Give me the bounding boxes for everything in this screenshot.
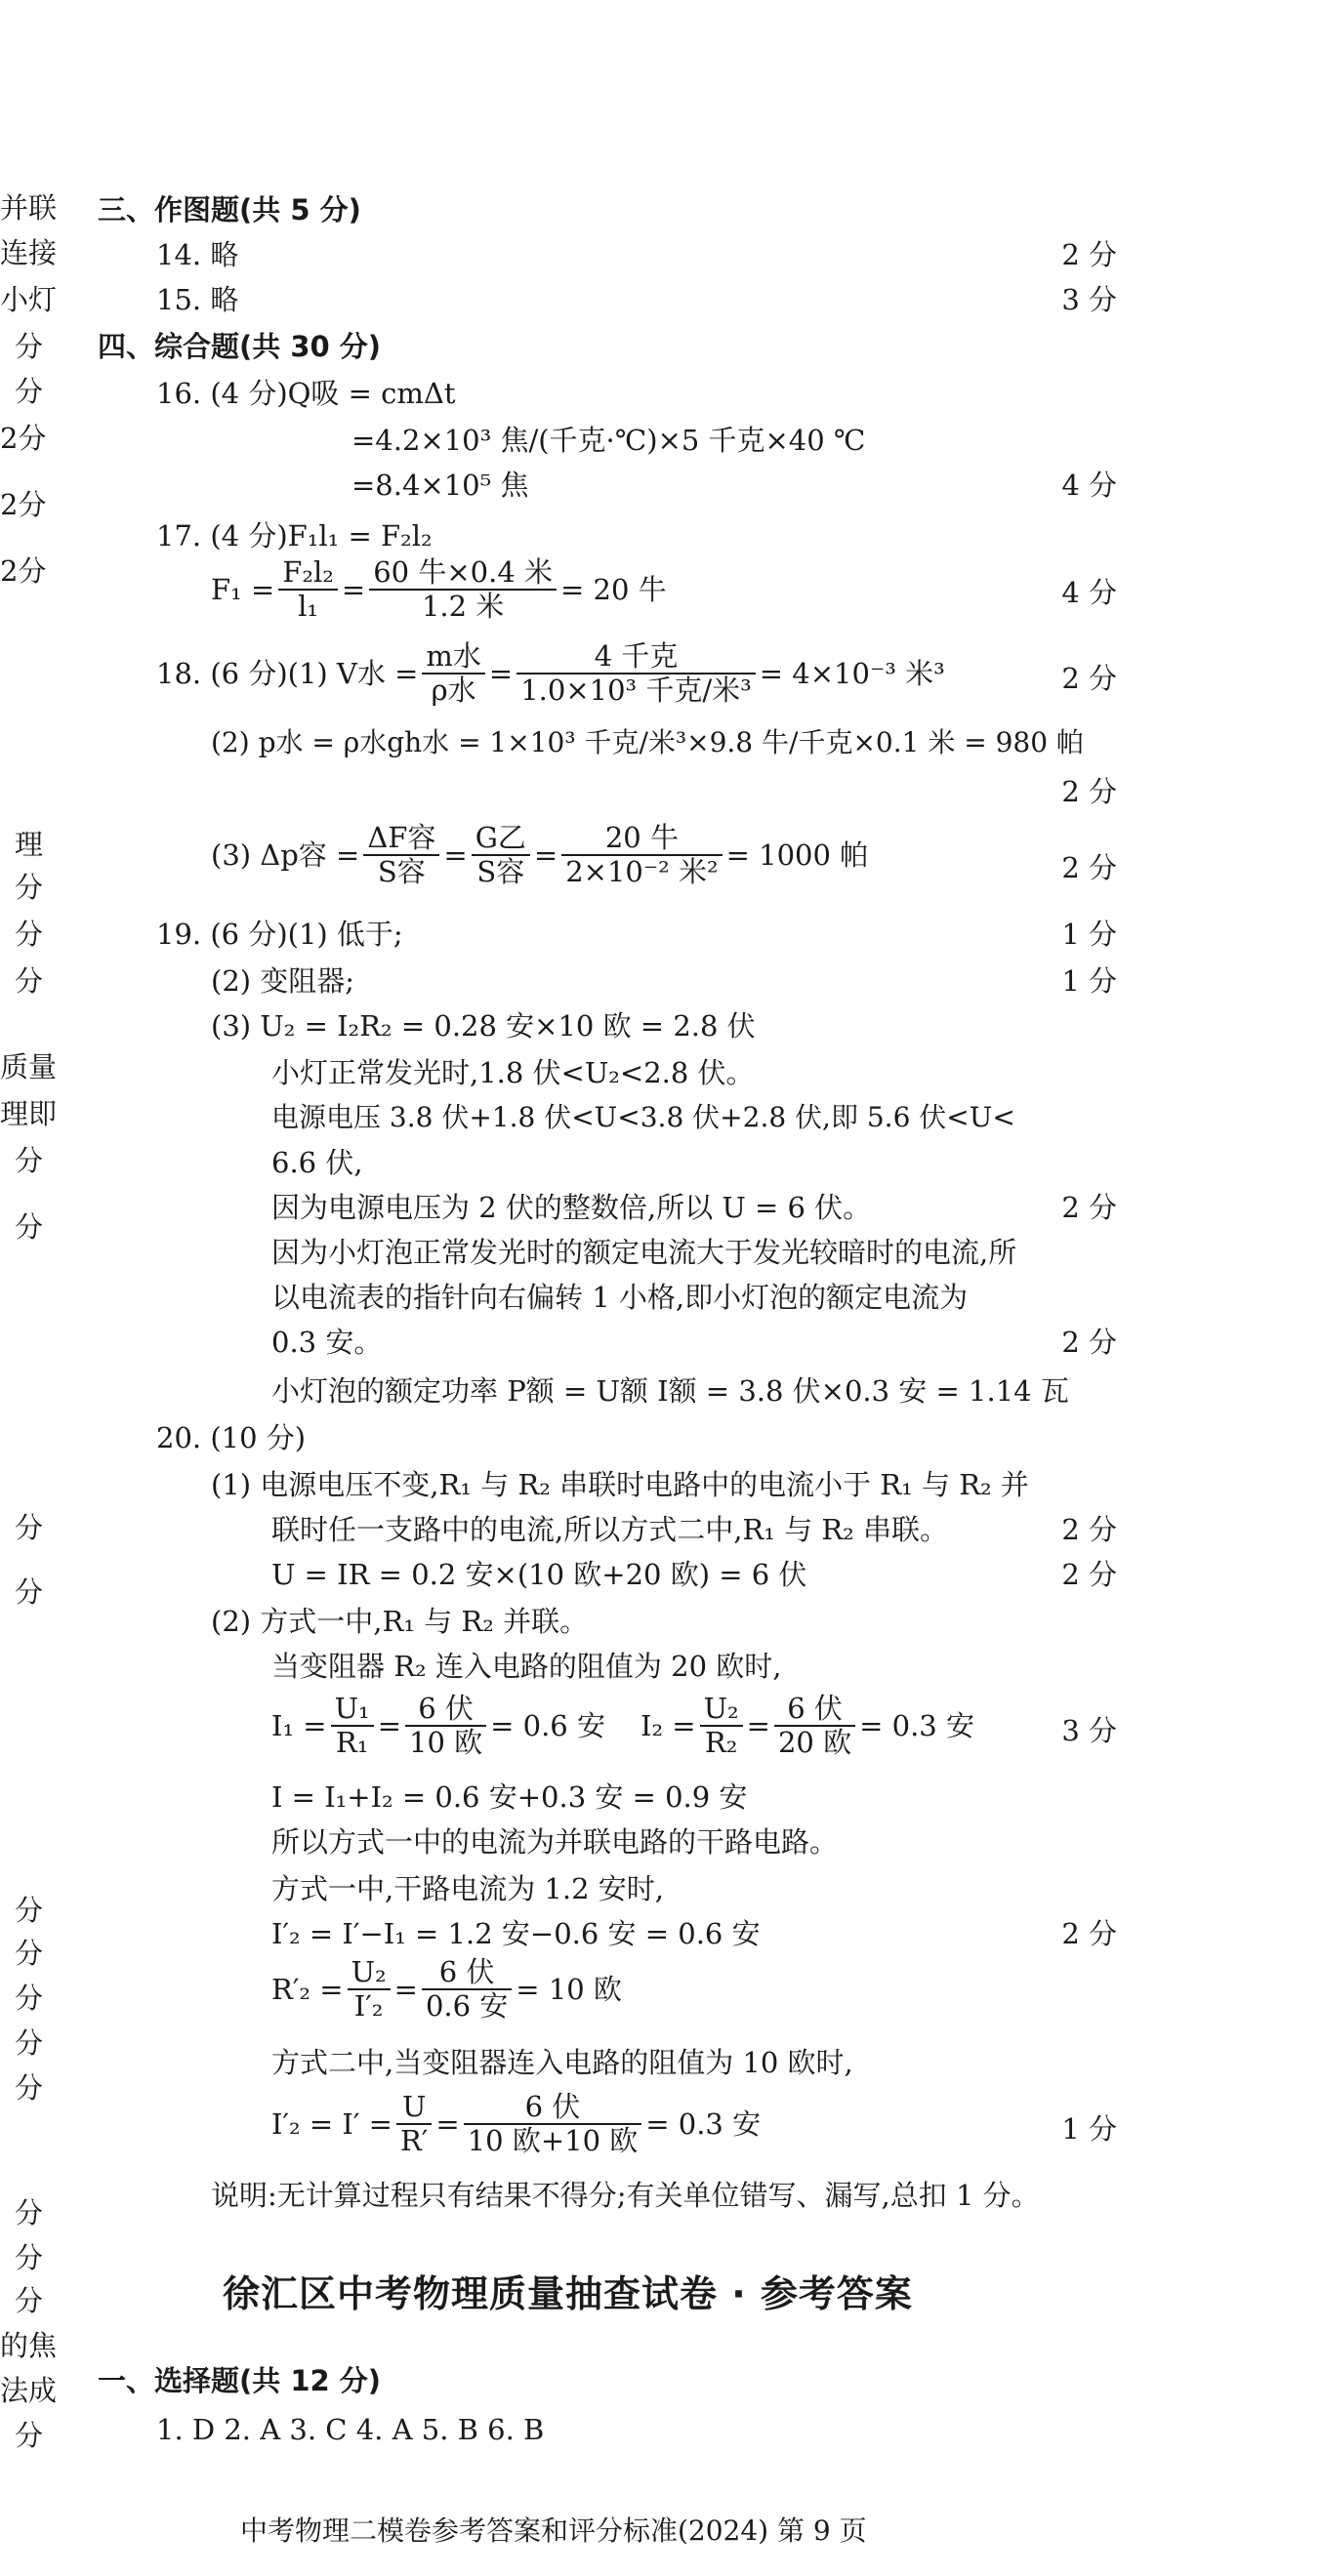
formula-part: R′₂ =: [271, 1972, 344, 2006]
denominator: S容: [476, 855, 525, 889]
edge-text: 分: [14, 2284, 43, 2317]
answer-line: 6.6 伏,: [271, 1146, 363, 1179]
formula-part: =: [341, 572, 366, 606]
numerator: m水: [422, 640, 485, 675]
section-heading: 四、综合题(共 30 分): [98, 330, 382, 363]
edge-text: 分: [14, 1210, 43, 1244]
formula-part: =: [746, 1708, 770, 1742]
answer-line: (2) 方式一中,R₁ 与 R₂ 并联。: [211, 1605, 589, 1638]
answer-line: 方式二中,当变阻器连入电路的阻值为 10 欧时,: [271, 2046, 853, 2079]
edge-text: 理: [14, 828, 43, 861]
score: 2 分: [1061, 662, 1117, 695]
edge-text: 法成: [0, 2374, 58, 2407]
formula-line: [271, 1956, 622, 2024]
numerator: 6 伏: [405, 1693, 486, 1727]
score: 1 分: [1061, 964, 1117, 998]
numerator: 4 千克: [516, 640, 756, 675]
formula-part: = 1000 帕: [725, 838, 869, 872]
edge-text: 并联: [0, 191, 58, 225]
denominator: R′: [399, 2124, 429, 2158]
section-heading: 三、作图题(共 5 分): [98, 193, 361, 226]
fraction: [396, 2091, 432, 2158]
fraction: [464, 2091, 642, 2158]
formula-part: = 10 欧: [516, 1972, 622, 2006]
answer-line: 17. (4 分)F₁l₁ = F₂l₂: [156, 519, 433, 552]
formula-line: [211, 556, 667, 624]
answer-line: 方式一中,干路电流为 1.2 安时,: [271, 1872, 664, 1905]
formula-part: =: [488, 656, 514, 690]
edge-text: 分: [14, 1982, 43, 2015]
edge-text: 2分: [0, 554, 47, 588]
answer-line: U = IR = 0.2 安×(10 欧+20 欧) = 6 伏: [271, 1558, 807, 1591]
answer-line: 小灯泡的额定功率 P额 = U额 I额 = 3.8 伏×0.3 安 = 1.14 瓦: [271, 1374, 1069, 1408]
denominator: ρ水: [431, 674, 476, 708]
numerator: 6 伏: [422, 1956, 512, 1990]
numerator: U₂: [348, 1956, 391, 1990]
formula-part: 18. (6 分)(1) V水 =: [156, 656, 419, 690]
edge-text: 分: [14, 375, 43, 408]
formula-part: = 0.3 安: [645, 2106, 762, 2141]
formula-part: (3) Δp容 =: [211, 838, 360, 872]
score: 3 分: [1061, 283, 1117, 316]
denominator: 20 欧: [777, 1726, 852, 1760]
fraction: [516, 640, 756, 708]
note: 说明:无计算过程只有结果不得分;有关单位错写、漏写,总扣 1 分。: [211, 2179, 1040, 2212]
fraction: [331, 1693, 374, 1760]
edge-text: 分: [14, 1937, 43, 1970]
formula-part: = 20 牛: [560, 572, 667, 606]
denominator: R₂: [704, 1726, 738, 1760]
answer-line: (2) p水 = ρ水gh水 = 1×10³ 千克/米³×9.8 牛/千克×0.1 米 = 980 帕: [211, 726, 1084, 758]
page-title: 徐汇区中考物理质量抽查试卷 · 参考答案: [223, 2272, 913, 2315]
fraction: [278, 556, 338, 624]
formula-part: =: [377, 1708, 401, 1742]
answer-line: 14. 略: [156, 238, 239, 271]
formula-part: I′₂ = I′ =: [271, 2106, 392, 2141]
score: 2 分: [1061, 1917, 1117, 1950]
numerator: 6 伏: [774, 1693, 855, 1727]
answer-line: 15. 略: [156, 283, 239, 316]
formula-part: =: [443, 838, 468, 872]
edge-text: 分: [14, 2026, 43, 2060]
denominator: 10 欧+10 欧: [467, 2124, 639, 2158]
fraction: [774, 1693, 855, 1760]
edge-text: 分: [14, 871, 43, 904]
edge-text: 分: [14, 2241, 43, 2274]
answer-line: =4.2×10³ 焦/(千克·℃)×5 千克×40 ℃: [351, 424, 866, 457]
edge-text: 连接: [0, 236, 58, 269]
numerator: F₂l₂: [278, 556, 338, 591]
section-heading: 一、选择题(共 12 分): [98, 2364, 382, 2397]
answer-line: =8.4×10⁵ 焦: [351, 469, 529, 502]
score: 2 分: [1061, 1558, 1117, 1591]
edge-text: 理即: [0, 1097, 58, 1130]
denominator: S容: [377, 855, 426, 889]
edge-text: 分: [14, 1894, 43, 1927]
answer-line: 1. D 2. A 3. C 4. A 5. B 6. B: [156, 2413, 545, 2446]
answer-line: I′₂ = I′−I₁ = 1.2 安−0.6 安 = 0.6 安: [271, 1917, 761, 1950]
fraction: [363, 822, 439, 889]
score: 4 分: [1061, 576, 1117, 609]
numerator: U: [396, 2091, 432, 2125]
edge-text: 2分: [0, 422, 47, 455]
numerator: U₁: [331, 1693, 374, 1727]
edge-text: 小灯: [0, 283, 58, 316]
answer-line: 当变阻器 R₂ 连入电路的阻值为 20 欧时,: [271, 1650, 782, 1683]
formula-line: [271, 2091, 761, 2158]
formula-part: I₁ =: [271, 1708, 327, 1742]
formula-line: [271, 1693, 974, 1760]
numerator: 6 伏: [464, 2091, 642, 2125]
answer-line: 以电流表的指针向右偏转 1 小格,即小灯泡的额定电流为: [271, 1281, 969, 1314]
fraction: [472, 822, 530, 889]
answer-line: 所以方式一中的电流为并联电路的干路电路。: [271, 1825, 839, 1859]
score: 2 分: [1061, 238, 1117, 271]
answer-line: (3) U₂ = I₂R₂ = 0.28 安×10 欧 = 2.8 伏: [211, 1009, 756, 1043]
edge-text: 质量: [0, 1050, 58, 1084]
denominator: R₁: [335, 1726, 369, 1760]
edge-text: 的焦: [0, 2329, 58, 2362]
fraction: [348, 1956, 391, 2024]
edge-text: 分: [14, 1144, 43, 1177]
denominator: 0.6 安: [425, 1989, 509, 2024]
edge-text: 分: [14, 330, 43, 363]
edge-text: 分: [14, 1511, 43, 1544]
denominator: l₁: [298, 590, 319, 624]
score: 4 分: [1061, 469, 1117, 502]
answer-line: 因为电源电压为 2 伏的整数倍,所以 U = 6 伏。: [271, 1191, 872, 1224]
edge-text: 分: [14, 2071, 43, 2105]
formula-part: =: [435, 2106, 460, 2141]
formula-line: [211, 822, 868, 889]
denominator: 1.0×10³ 千克/米³: [520, 674, 752, 708]
denominator: 1.2 米: [421, 590, 505, 624]
answer-line: 0.3 安。: [271, 1326, 383, 1359]
answer-line: 19. (6 分)(1) 低于;: [156, 918, 403, 951]
formula-part: = 4×10⁻³ 米³: [759, 656, 945, 690]
formula-part: =: [533, 838, 558, 872]
fraction: [422, 1956, 512, 2024]
numerator: ΔF容: [363, 822, 439, 856]
formula-part: = 0.6 安: [490, 1708, 605, 1742]
answer-line: 电源电压 3.8 伏+1.8 伏<U<3.8 伏+2.8 伏,即 5.6 伏<U<: [271, 1101, 1015, 1133]
answer-line: (1) 电源电压不变,R₁ 与 R₂ 串联时电路中的电流小于 R₁ 与 R₂ 并: [211, 1468, 1029, 1501]
score: 3 分: [1061, 1714, 1117, 1747]
formula-part: F₁ =: [211, 572, 275, 606]
edge-text: 分: [14, 2419, 43, 2452]
edge-text: 2分: [0, 488, 47, 521]
edge-text: 分: [14, 1575, 43, 1609]
fraction: [369, 556, 557, 624]
numerator: U₂: [700, 1693, 743, 1727]
fraction: [422, 640, 485, 708]
answer-line: 因为小灯泡正常发光时的额定电流大于发光较暗时的电流,所: [271, 1236, 1017, 1269]
edge-text: 分: [14, 918, 43, 951]
formula-part: =: [393, 1972, 418, 2006]
answer-line: 小灯正常发光时,1.8 伏<U₂<2.8 伏。: [271, 1056, 755, 1089]
page-footer: 中考物理二模卷参考答案和评分标准(2024) 第 9 页: [240, 2515, 867, 2547]
score: 2 分: [1061, 1326, 1117, 1359]
answer-line: 20. (10 分): [156, 1421, 307, 1454]
answer-line: (2) 变阻器;: [211, 964, 355, 998]
numerator: G乙: [472, 822, 530, 856]
score: 2 分: [1061, 1513, 1117, 1546]
score: 2 分: [1061, 775, 1117, 808]
formula-part: = 0.3 安: [859, 1708, 974, 1742]
fraction: [405, 1693, 486, 1760]
answer-line: 16. (4 分)Q吸 = cmΔt: [156, 377, 456, 410]
score: 2 分: [1061, 851, 1117, 884]
score: 1 分: [1061, 2112, 1117, 2146]
answer-line: 联时任一支路中的电流,所以方式二中,R₁ 与 R₂ 串联。: [271, 1513, 949, 1546]
edge-text: 分: [14, 2196, 43, 2229]
denominator: I′₂: [353, 1989, 384, 2024]
denominator: 10 欧: [409, 1726, 483, 1760]
fraction: [700, 1693, 743, 1760]
score: 2 分: [1061, 1191, 1117, 1224]
formula-part: I₂ =: [640, 1708, 696, 1742]
numerator: 60 牛×0.4 米: [369, 556, 557, 591]
answer-line: I = I₁+I₂ = 0.6 安+0.3 安 = 0.9 安: [271, 1780, 748, 1814]
fraction: [561, 822, 722, 889]
denominator: 2×10⁻² 米²: [565, 855, 719, 889]
score: 1 分: [1061, 918, 1117, 951]
edge-text: 分: [14, 964, 43, 998]
formula-line: [156, 640, 945, 708]
numerator: 20 牛: [561, 822, 722, 856]
